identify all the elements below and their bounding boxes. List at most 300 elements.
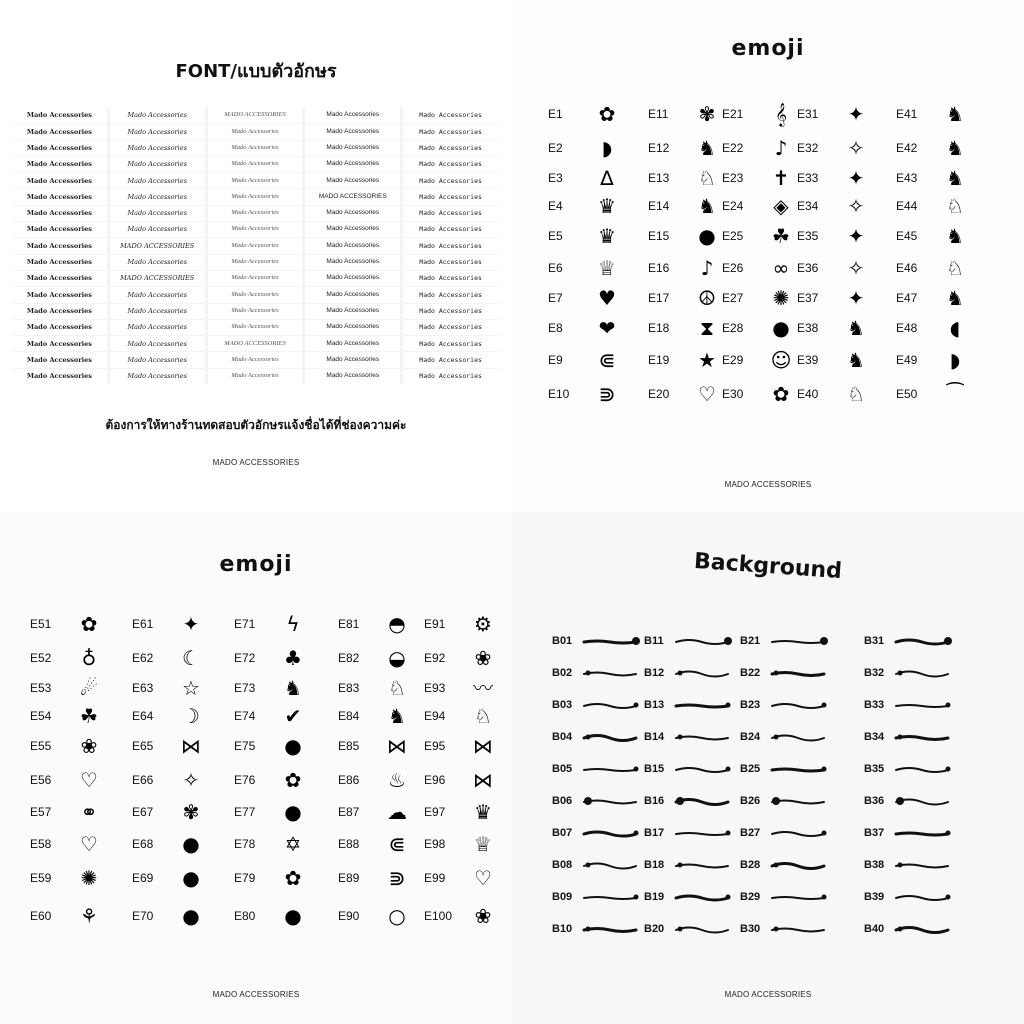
- background-code: B24: [740, 731, 761, 743]
- emoji-code: E7: [548, 291, 563, 305]
- swirl-line-icon: [582, 824, 642, 842]
- font-sample: Mado Accessories: [208, 287, 303, 302]
- emoji-option[interactable]: [548, 196, 622, 216]
- emoji-option[interactable]: [30, 834, 104, 854]
- font-sample: Mado Accessories: [12, 238, 107, 253]
- emoji-option[interactable]: [132, 802, 206, 822]
- background-code: B02: [552, 667, 573, 679]
- background-code: B05: [552, 763, 573, 775]
- background-option[interactable]: [552, 632, 642, 650]
- background-option[interactable]: [644, 920, 734, 938]
- background-option[interactable]: [644, 824, 734, 842]
- emoji-option[interactable]: [648, 104, 722, 124]
- fairy-flying-icon: ✧: [847, 136, 865, 160]
- background-option[interactable]: [644, 792, 734, 810]
- music-note-icon: ♪: [774, 136, 788, 160]
- emoji-option[interactable]: [722, 288, 796, 308]
- font-sample: Mado Accessories: [110, 222, 205, 237]
- emoji-option[interactable]: [548, 168, 622, 188]
- emoji-option[interactable]: [548, 384, 622, 404]
- cat-stretching-icon: ♘: [946, 194, 964, 218]
- background-code: B21: [740, 635, 761, 647]
- swirl-line-icon: [674, 664, 734, 682]
- flower-icon: ✿: [284, 768, 302, 792]
- emoji-option[interactable]: [234, 770, 308, 790]
- emoji-option[interactable]: [548, 226, 622, 246]
- emoji-option[interactable]: [797, 350, 871, 370]
- wing-icon: ⋐: [598, 348, 616, 372]
- background-code: B22: [740, 667, 761, 679]
- bow-outline-icon: ⋈: [473, 734, 493, 758]
- emoji-option[interactable]: [797, 258, 871, 278]
- emoji-option[interactable]: [338, 706, 412, 726]
- emoji-option[interactable]: [30, 648, 104, 668]
- swirl-line-icon: [770, 792, 830, 810]
- background-code: B32: [864, 667, 885, 679]
- emoji-option[interactable]: [548, 318, 622, 338]
- clover-outline-icon: ❀: [80, 734, 98, 758]
- butterfly-half-icon: ◗: [601, 136, 613, 160]
- emoji-option[interactable]: [648, 350, 722, 370]
- emoji-code: E79: [234, 871, 256, 885]
- background-option[interactable]: [740, 824, 830, 842]
- emoji-option[interactable]: [797, 288, 871, 308]
- font-sample: Mado Accessories: [208, 189, 303, 204]
- background-code: B14: [644, 731, 665, 743]
- font-sample: Mado Accessories: [403, 124, 498, 139]
- emoji-code: E35: [797, 229, 819, 243]
- emoji-option[interactable]: [338, 906, 412, 926]
- sparkle-icon: ✦: [182, 612, 200, 636]
- emoji-option[interactable]: [648, 138, 722, 158]
- background-option[interactable]: [552, 664, 642, 682]
- emoji-option[interactable]: [30, 802, 104, 822]
- background-option[interactable]: [644, 664, 734, 682]
- cat-icon: ♞: [946, 102, 964, 126]
- emoji-code: E68: [132, 837, 154, 851]
- dinosaur-icon: ♞: [946, 224, 964, 248]
- font-sample: MADO ACCESSORIES: [208, 336, 303, 351]
- rabbit-sitting-icon: ♞: [698, 136, 716, 160]
- background-code: B37: [864, 827, 885, 839]
- emoji-option[interactable]: [722, 350, 796, 370]
- crown-icon: ♛: [598, 194, 616, 218]
- emoji-option[interactable]: [896, 226, 970, 246]
- emoji-code: E94: [424, 709, 446, 723]
- emoji-code: E52: [30, 651, 52, 665]
- emoji-code: E12: [648, 141, 670, 155]
- emoji-option[interactable]: [30, 868, 104, 888]
- swirl-line-icon: [894, 920, 954, 938]
- emoji-option[interactable]: [896, 104, 970, 124]
- emoji-option[interactable]: [797, 168, 871, 188]
- treble-clef-icon: 𝄞: [775, 102, 787, 126]
- emoji-option[interactable]: [797, 138, 871, 158]
- emoji-option[interactable]: [896, 384, 970, 404]
- background-option[interactable]: [740, 792, 830, 810]
- font-sample: Mado Accessories: [403, 173, 498, 188]
- swirl-line-icon: [770, 824, 830, 842]
- background-option[interactable]: [864, 760, 954, 778]
- emoji-option[interactable]: [30, 614, 104, 634]
- dog-sitting-icon: ♞: [946, 286, 964, 310]
- emoji-code: E62: [132, 651, 154, 665]
- emoji-option[interactable]: [548, 104, 622, 124]
- font-sample: Mado Accessories: [305, 255, 400, 270]
- emoji-code: E43: [896, 171, 918, 185]
- background-option[interactable]: [552, 728, 642, 746]
- emoji-code: E16: [648, 261, 670, 275]
- wings-icon: ⋑: [388, 866, 406, 890]
- crown-jewel-icon: ♕: [598, 256, 616, 280]
- background-option[interactable]: [552, 856, 642, 874]
- font-sample: Mado Accessories: [12, 271, 107, 286]
- emoji-option[interactable]: [132, 706, 206, 726]
- background-option[interactable]: [740, 664, 830, 682]
- background-code: B08: [552, 859, 573, 871]
- lips-icon: ◓: [388, 612, 406, 636]
- background-option[interactable]: [552, 920, 642, 938]
- emoji-option[interactable]: [722, 226, 796, 246]
- emoji-option[interactable]: [338, 678, 412, 698]
- emoji-option[interactable]: [30, 770, 104, 790]
- emoji-code: E25: [722, 229, 744, 243]
- emoji-option[interactable]: [132, 614, 206, 634]
- emoji-option[interactable]: [424, 868, 498, 888]
- emoji-code: E67: [132, 805, 154, 819]
- flower-outline-icon: ❀: [474, 646, 492, 670]
- font-sample: Mado Accessories: [403, 206, 498, 221]
- rose-icon: ✺: [772, 286, 790, 310]
- gear-icon: ⚙: [474, 612, 492, 636]
- font-sample: Mado Accessories: [208, 124, 303, 139]
- font-sample: Mado Accessories: [12, 173, 107, 188]
- heart-tilted-icon: ❤: [598, 316, 616, 340]
- emoji-option[interactable]: [234, 802, 308, 822]
- background-code: B01: [552, 635, 573, 647]
- emoji-code: E87: [338, 805, 360, 819]
- font-sample: Mado Accessories: [403, 238, 498, 253]
- background-option[interactable]: [740, 760, 830, 778]
- emoji-option[interactable]: [132, 770, 206, 790]
- emoji-option[interactable]: [648, 226, 722, 246]
- background-option[interactable]: [864, 856, 954, 874]
- emoji-option[interactable]: [797, 384, 871, 404]
- emoji-option[interactable]: [797, 104, 871, 124]
- background-code: B09: [552, 891, 573, 903]
- mouse-head-icon: ●: [698, 224, 716, 248]
- font-sample: Mado Accessories: [12, 352, 107, 367]
- emoji-option[interactable]: [234, 614, 308, 634]
- tomato-icon: ●: [284, 800, 302, 824]
- moon-star-icon: ☽: [182, 704, 200, 728]
- emoji-option[interactable]: [548, 288, 622, 308]
- background-code: B36: [864, 795, 885, 807]
- font-sample: Mado Accessories: [12, 255, 107, 270]
- emoji-option[interactable]: [30, 706, 104, 726]
- emoji-option[interactable]: [30, 736, 104, 756]
- font-sample: Mado Accessories: [208, 173, 303, 188]
- emoji-option[interactable]: [722, 168, 796, 188]
- background-option[interactable]: [864, 664, 954, 682]
- background-option[interactable]: [552, 888, 642, 906]
- star-icon: ★: [698, 348, 716, 372]
- background-panel: [512, 512, 1024, 1024]
- emoji-code: E63: [132, 681, 154, 695]
- font-sample: Mado Accessories: [305, 287, 400, 302]
- font-panel-title: FONT/แบบตัวอักษร: [175, 61, 337, 82]
- emoji-option[interactable]: [797, 318, 871, 338]
- background-code: B03: [552, 699, 573, 711]
- emoji-option[interactable]: [896, 196, 970, 216]
- emoji-code: E96: [424, 773, 446, 787]
- fairy-wand-icon: ✧: [847, 194, 865, 218]
- emoji-option[interactable]: [234, 834, 308, 854]
- font-sample: Mado Accessories: [208, 352, 303, 367]
- emoji-option[interactable]: [338, 802, 412, 822]
- font-sample: MADO ACCESSORIES: [110, 271, 205, 286]
- bird-icon: ●: [284, 904, 302, 928]
- emoji-option[interactable]: [548, 350, 622, 370]
- font-sample: Mado Accessories: [12, 189, 107, 204]
- swirl-line-icon: [674, 696, 734, 714]
- emoji-option[interactable]: [234, 648, 308, 668]
- emoji-option[interactable]: [338, 648, 412, 668]
- cat-face-icon: ●: [182, 904, 200, 928]
- wing-left-icon: ⋑: [598, 382, 616, 406]
- font-sample: Mado Accessories: [12, 222, 107, 237]
- cupid-icon: ✦: [847, 286, 865, 310]
- font-sample: Mado Accessories: [403, 271, 498, 286]
- emoji-code: E93: [424, 681, 446, 695]
- emoji-option[interactable]: [797, 196, 871, 216]
- emoji-code: E89: [338, 871, 360, 885]
- emoji-code: E92: [424, 651, 446, 665]
- emoji-option[interactable]: [722, 196, 796, 216]
- background-option[interactable]: [740, 632, 830, 650]
- emoji-option[interactable]: [132, 678, 206, 698]
- guitar-icon: ♪: [700, 256, 714, 280]
- star-of-david-icon: ✡: [284, 832, 302, 856]
- emoji-option[interactable]: [424, 614, 498, 634]
- emoji-option[interactable]: [424, 678, 498, 698]
- emoji-code: E70: [132, 909, 154, 923]
- background-option[interactable]: [552, 792, 642, 810]
- background-option[interactable]: [644, 632, 734, 650]
- emoji-option[interactable]: [722, 318, 796, 338]
- background-option[interactable]: [552, 696, 642, 714]
- font-sample: Mado Accessories: [110, 173, 205, 188]
- fairy-standing-icon: ✦: [847, 166, 865, 190]
- emoji-code: E46: [896, 261, 918, 275]
- emoji-option[interactable]: [648, 318, 722, 338]
- emoji-code: E58: [30, 837, 52, 851]
- swirl-line-icon: [582, 632, 642, 650]
- emoji-option[interactable]: [896, 258, 970, 278]
- background-option[interactable]: [864, 632, 954, 650]
- emoji-code: E28: [722, 321, 744, 335]
- emoji-option[interactable]: [548, 138, 622, 158]
- cat-sitting-icon: ♞: [847, 348, 865, 372]
- emoji-code: E37: [797, 291, 819, 305]
- emoji-option[interactable]: [648, 288, 722, 308]
- emoji-option[interactable]: [424, 736, 498, 756]
- background-option[interactable]: [644, 856, 734, 874]
- background-option[interactable]: [740, 728, 830, 746]
- emoji-option[interactable]: [30, 678, 104, 698]
- emoji-option[interactable]: [424, 648, 498, 668]
- emoji-option[interactable]: [132, 648, 206, 668]
- background-option[interactable]: [740, 856, 830, 874]
- background-option[interactable]: [552, 824, 642, 842]
- swirl-line-icon: [582, 728, 642, 746]
- font-sample: Mado Accessories: [110, 189, 205, 204]
- planet-icon: ♁: [81, 646, 97, 670]
- font-sample: Mado Accessories: [208, 141, 303, 156]
- background-code: B06: [552, 795, 573, 807]
- cat-standing-icon: ♞: [946, 166, 964, 190]
- font-sample: Mado Accessories: [208, 320, 303, 335]
- cat-walking-icon: ♘: [847, 382, 865, 406]
- emoji-option[interactable]: [234, 706, 308, 726]
- emoji-option[interactable]: [424, 834, 498, 854]
- emoji-option[interactable]: [722, 138, 796, 158]
- background-option[interactable]: [644, 696, 734, 714]
- emoji-option[interactable]: [722, 384, 796, 404]
- emoji-option[interactable]: [424, 802, 498, 822]
- background-option[interactable]: [740, 920, 830, 938]
- emoji-option[interactable]: [132, 834, 206, 854]
- emoji-option[interactable]: [648, 196, 722, 216]
- emoji-code: E97: [424, 805, 446, 819]
- fairy-sitting-icon: ✦: [847, 224, 865, 248]
- emoji-option[interactable]: [722, 258, 796, 278]
- emoji-option[interactable]: [896, 318, 970, 338]
- swirl-line-icon: [674, 920, 734, 938]
- background-option[interactable]: [740, 888, 830, 906]
- teddy-bear-icon: ✿: [772, 382, 790, 406]
- background-option[interactable]: [864, 696, 954, 714]
- rose-outline-icon: ✾: [182, 800, 200, 824]
- emoji-code: E31: [797, 107, 819, 121]
- background-code: B20: [644, 923, 665, 935]
- emoji-code: E42: [896, 141, 918, 155]
- emoji-option[interactable]: [132, 868, 206, 888]
- emoji-option[interactable]: [722, 104, 796, 124]
- emoji-option[interactable]: [234, 736, 308, 756]
- emoji-option[interactable]: [30, 906, 104, 926]
- crescent-moon-icon: ☾: [182, 646, 200, 670]
- background-option[interactable]: [864, 920, 954, 938]
- heart-outline-icon: ♡: [80, 768, 98, 792]
- background-option[interactable]: [644, 760, 734, 778]
- emoji-option[interactable]: [648, 258, 722, 278]
- background-code: B31: [864, 635, 885, 647]
- emoji-option[interactable]: [896, 138, 970, 158]
- font-sample: Mado Accessories: [208, 255, 303, 270]
- emoji-code: E14: [648, 199, 670, 213]
- emoji-option[interactable]: [896, 288, 970, 308]
- emoji-option[interactable]: [424, 770, 498, 790]
- emoji-code: E56: [30, 773, 52, 787]
- background-option[interactable]: [864, 824, 954, 842]
- swirl-line-icon: [770, 856, 830, 874]
- emoji-option[interactable]: [424, 906, 498, 926]
- emoji-option[interactable]: [797, 226, 871, 246]
- font-sample: Mado Accessories: [12, 369, 107, 384]
- emoji-option[interactable]: [338, 614, 412, 634]
- font-sample: Mado Accessories: [110, 287, 205, 302]
- swirl-line-icon: [674, 888, 734, 906]
- background-option[interactable]: [864, 728, 954, 746]
- font-sample: Mado Accessories: [305, 173, 400, 188]
- swirl-line-icon: [770, 920, 830, 938]
- emoji-code: E74: [234, 709, 256, 723]
- font-sample: Mado Accessories: [12, 157, 107, 172]
- font-sample: Mado Accessories: [403, 369, 498, 384]
- emoji-option[interactable]: [896, 350, 970, 370]
- emoji-option[interactable]: [338, 868, 412, 888]
- background-code: B33: [864, 699, 885, 711]
- emoji-code: E95: [424, 739, 446, 753]
- emoji-option[interactable]: [896, 168, 970, 188]
- background-code: B40: [864, 923, 885, 935]
- line-swoosh-icon: ⁀: [946, 382, 964, 406]
- emoji-option[interactable]: [648, 384, 722, 404]
- emoji-option[interactable]: [132, 736, 206, 756]
- background-option[interactable]: [552, 760, 642, 778]
- crown-icon: ♛: [474, 800, 492, 824]
- emoji-option[interactable]: [548, 258, 622, 278]
- background-option[interactable]: [740, 696, 830, 714]
- emoji-code: E39: [797, 353, 819, 367]
- background-option[interactable]: [644, 728, 734, 746]
- background-option[interactable]: [644, 888, 734, 906]
- emoji-option[interactable]: [234, 678, 308, 698]
- diamond-icon: ◈: [773, 194, 789, 218]
- emoji-option[interactable]: [338, 736, 412, 756]
- background-option[interactable]: [864, 888, 954, 906]
- background-code: B18: [644, 859, 665, 871]
- emoji-panel-2-footer: MADO ACCESSORIES: [212, 990, 300, 999]
- emoji-option[interactable]: [132, 906, 206, 926]
- emoji-code: E76: [234, 773, 256, 787]
- background-code: B35: [864, 763, 885, 775]
- emoji-panel-1: [512, 0, 1024, 512]
- background-code: B11: [644, 635, 664, 647]
- emoji-code: E6: [548, 261, 563, 275]
- background-option[interactable]: [864, 792, 954, 810]
- mustache-icon: 〰: [473, 676, 493, 700]
- emoji-option[interactable]: [424, 706, 498, 726]
- emoji-option[interactable]: [234, 868, 308, 888]
- butterfly-icon: ✿: [284, 866, 302, 890]
- background-code: B07: [552, 827, 573, 839]
- heart-icon: ♥: [598, 286, 616, 310]
- emoji-option[interactable]: [338, 770, 412, 790]
- emoji-code: E61: [132, 617, 154, 631]
- hourglass-icon: ⧗: [699, 316, 715, 340]
- background-code: B13: [644, 699, 665, 711]
- emoji-option[interactable]: [234, 906, 308, 926]
- font-sample: Mado Accessories: [305, 369, 400, 384]
- emoji-option[interactable]: [338, 834, 412, 854]
- font-sample: Mado Accessories: [110, 336, 205, 351]
- emoji-code: E15: [648, 229, 670, 243]
- interlocked-rings-icon: ⚭: [80, 800, 98, 824]
- emoji-option[interactable]: [648, 168, 722, 188]
- font-sample: Mado Accessories: [110, 141, 205, 156]
